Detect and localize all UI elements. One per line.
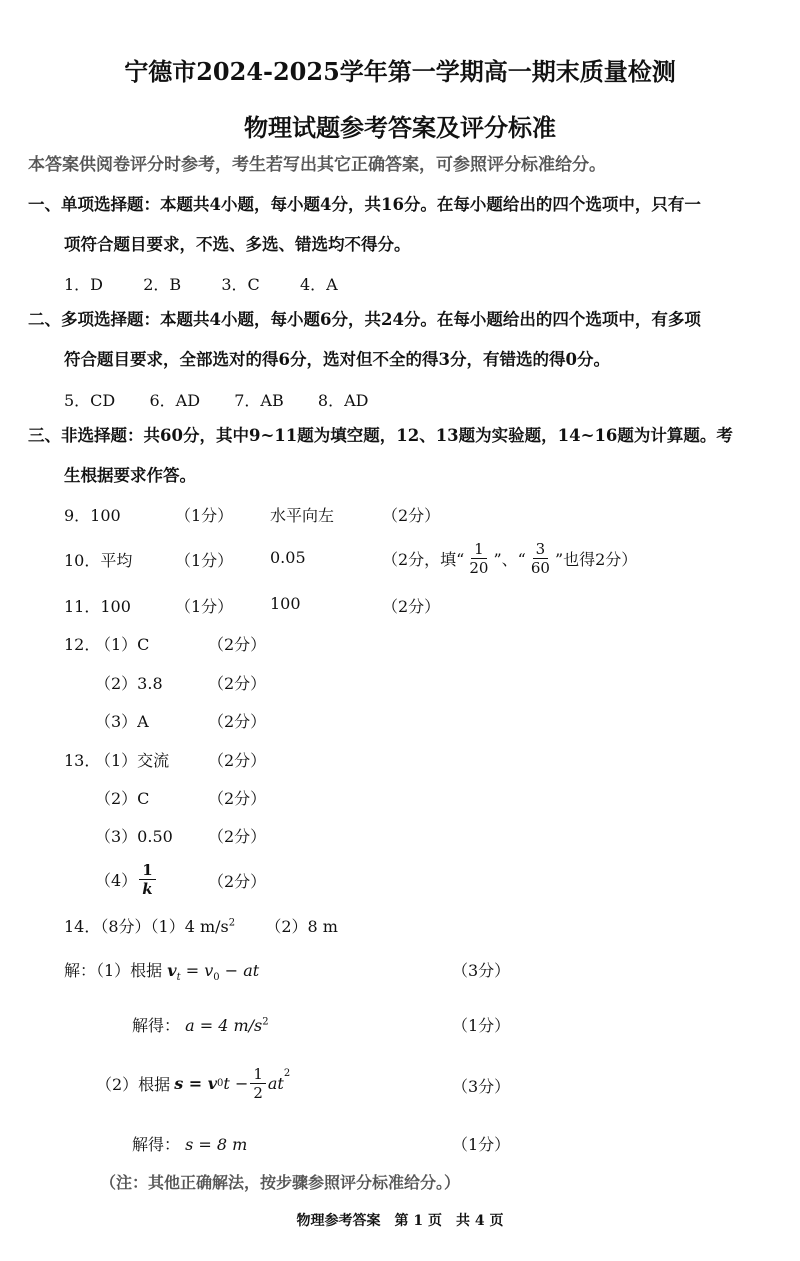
q14-eq2-fraction-num: 1 xyxy=(250,1065,266,1084)
answer-2: 2．B xyxy=(143,275,182,294)
q10-fraction-2-num: 3 xyxy=(533,540,549,559)
q12-item-1: （1）C xyxy=(95,635,150,654)
section-3-heading xyxy=(28,416,778,496)
answer-3: 3．C xyxy=(221,275,260,294)
section-1-line1: 一、单项选择题：本题共4小题，每小题4分，共16分。在每小题给出的四个选项中，只有一 xyxy=(28,195,701,214)
q14-step-2-label: （2）根据 xyxy=(96,1074,171,1094)
q10-fraction-1-num: 1 xyxy=(471,540,487,559)
section-2-answers xyxy=(64,388,368,411)
q13-item-4-score: （2分） xyxy=(208,872,267,891)
q14-result-1-label: 解得： xyxy=(132,1016,181,1035)
q14-head-2: （2）8 m xyxy=(265,917,338,936)
q9-answer2: 水平向左 xyxy=(270,506,335,525)
section-3-line1: 三、非选择题：共60分，其中9~11题为填空题，12、13题为实验题，14~16题为计算题。考 xyxy=(28,426,733,445)
q13-item-3-score: （2分） xyxy=(208,827,267,846)
q13-item-3: （3）0.50 xyxy=(95,827,173,846)
section-1-line2: 项符合题目要求，不选、多选、错选均不得分。 xyxy=(64,235,411,254)
q12-label: 12． xyxy=(64,635,101,654)
q14-step-2 xyxy=(96,1060,290,1106)
q14-result-1-sup: 2 xyxy=(262,1016,269,1028)
q10-fraction-2-den: 60 xyxy=(530,558,550,577)
q14-score-2: （1分） xyxy=(452,1016,511,1035)
q12-item-1-score: （2分） xyxy=(208,635,267,654)
q10-fraction-1 xyxy=(466,540,491,577)
q9-score1: （1分） xyxy=(175,506,234,525)
q9-score2: （2分） xyxy=(382,506,441,525)
q12-item-2: （2）3.8 xyxy=(95,674,163,693)
q14-score-1: （3分） xyxy=(452,961,511,980)
q14-eq1-rest: = v xyxy=(180,961,214,980)
q14-head-1: 14．（8分）（1）4 m/s xyxy=(64,917,229,936)
q14-heading xyxy=(64,914,338,937)
q10-answer2: 0.05 xyxy=(270,548,306,567)
q13-item-4-fraction xyxy=(139,861,155,898)
q14-eq1-sub2: 0 xyxy=(213,972,220,984)
q10-answer: 10．平均 xyxy=(64,551,133,570)
q13-item-4-num: 1 xyxy=(139,861,155,880)
q10-score2-pre: （2分，填“ xyxy=(382,549,465,569)
q10-score2-post: ”也得2分） xyxy=(554,549,638,569)
q14-eq2-b: t − xyxy=(223,1073,249,1093)
q14-score-4: （1分） xyxy=(452,1135,511,1154)
q14-eq1-sub: t xyxy=(176,972,181,984)
section-2-line1: 二、多项选择题：本题共4小题，每小题6分，共24分。在每小题给出的四个选项中，有多项 xyxy=(28,310,701,329)
q13-item-2-score: （2分） xyxy=(208,789,267,808)
q12-item-3-score: （2分） xyxy=(208,712,267,731)
answer-8: 8．AD xyxy=(317,391,369,410)
page-footer: 物理参考答案 第 1 页 共 4 页 xyxy=(296,1213,504,1229)
answer-7: 7．AB xyxy=(234,391,284,410)
q13-item-4 xyxy=(95,856,158,902)
q13-item-1: （1）交流 xyxy=(95,751,170,770)
q14-eq2-fraction-den: 2 xyxy=(253,1083,263,1102)
footnote: （注：其他正确解法，按步骤参照评分标准给分。） xyxy=(100,1173,461,1192)
q13-label: 13． xyxy=(64,751,101,770)
page-title: 宁德市2024-2025学年第一学期高一期末质量检测 xyxy=(124,57,676,86)
section-1-heading xyxy=(28,185,778,265)
q10-fraction-1-den: 20 xyxy=(469,558,489,577)
q11-answer2: 100 xyxy=(270,594,301,613)
q10-fraction-2 xyxy=(528,540,553,577)
q13-item-2: （2）C xyxy=(95,789,150,808)
q14-result-2 xyxy=(132,1132,247,1155)
section-2-heading xyxy=(28,300,778,380)
q14-eq1-tail: − at xyxy=(219,961,260,980)
section-2-line2: 符合题目要求，全部选对的得6分，选对但不全的得3分，有错选的得0分。 xyxy=(64,350,610,369)
q14-eq2-sup: 2 xyxy=(283,1068,291,1079)
answer-6: 6．AD xyxy=(149,391,201,410)
q12-item-3: （3）A xyxy=(95,712,149,731)
q14-score-3: （3分） xyxy=(452,1077,511,1096)
q14-eq2-c: at xyxy=(267,1073,284,1093)
q14-eq2-fraction xyxy=(250,1065,266,1102)
q14-eq1-v: v xyxy=(167,961,177,980)
q14-result-1 xyxy=(132,1013,269,1036)
q13-item-4-pre: （4） xyxy=(95,870,138,890)
q12-item-2-score: （2分） xyxy=(208,674,267,693)
section-1-answers xyxy=(64,272,338,295)
q14-step-1 xyxy=(64,958,259,983)
q10-score1: （1分） xyxy=(175,551,234,570)
intro-note: 本答案供阅卷评分时参考，考生若写出其它正确答案，可参照评分标准给分。 xyxy=(28,155,606,175)
q14-result-2-value: s = 8 m xyxy=(185,1135,248,1154)
answer-5: 5．CD xyxy=(64,391,116,410)
q14-result-1-value: a = 4 m/s xyxy=(185,1016,263,1035)
q14-result-2-label: 解得： xyxy=(132,1135,181,1154)
q13-item-1-score: （2分） xyxy=(208,751,267,770)
q14-step-1-label: 解：（1）根据 xyxy=(64,961,163,980)
answer-4: 4．A xyxy=(299,275,338,294)
q14-eq2-a: s = v xyxy=(174,1073,218,1093)
q9-answer: 9．100 xyxy=(64,506,121,525)
q10-score2-mid: ”、“ xyxy=(493,549,526,569)
page-subtitle: 物理试题参考答案及评分标准 xyxy=(244,113,556,142)
q10-score2 xyxy=(382,536,637,580)
q11-answer: 11．100 xyxy=(64,597,131,616)
q14-eq2-sub: 0 xyxy=(217,1077,224,1089)
q11-score1: （1分） xyxy=(175,597,234,616)
answer-1: 1．D xyxy=(64,275,104,294)
q11-score2: （2分） xyxy=(382,597,441,616)
q13-item-4-den: k xyxy=(142,879,153,898)
q14-head-sup: 2 xyxy=(228,917,236,929)
section-3-line2: 生根据要求作答。 xyxy=(64,466,196,485)
